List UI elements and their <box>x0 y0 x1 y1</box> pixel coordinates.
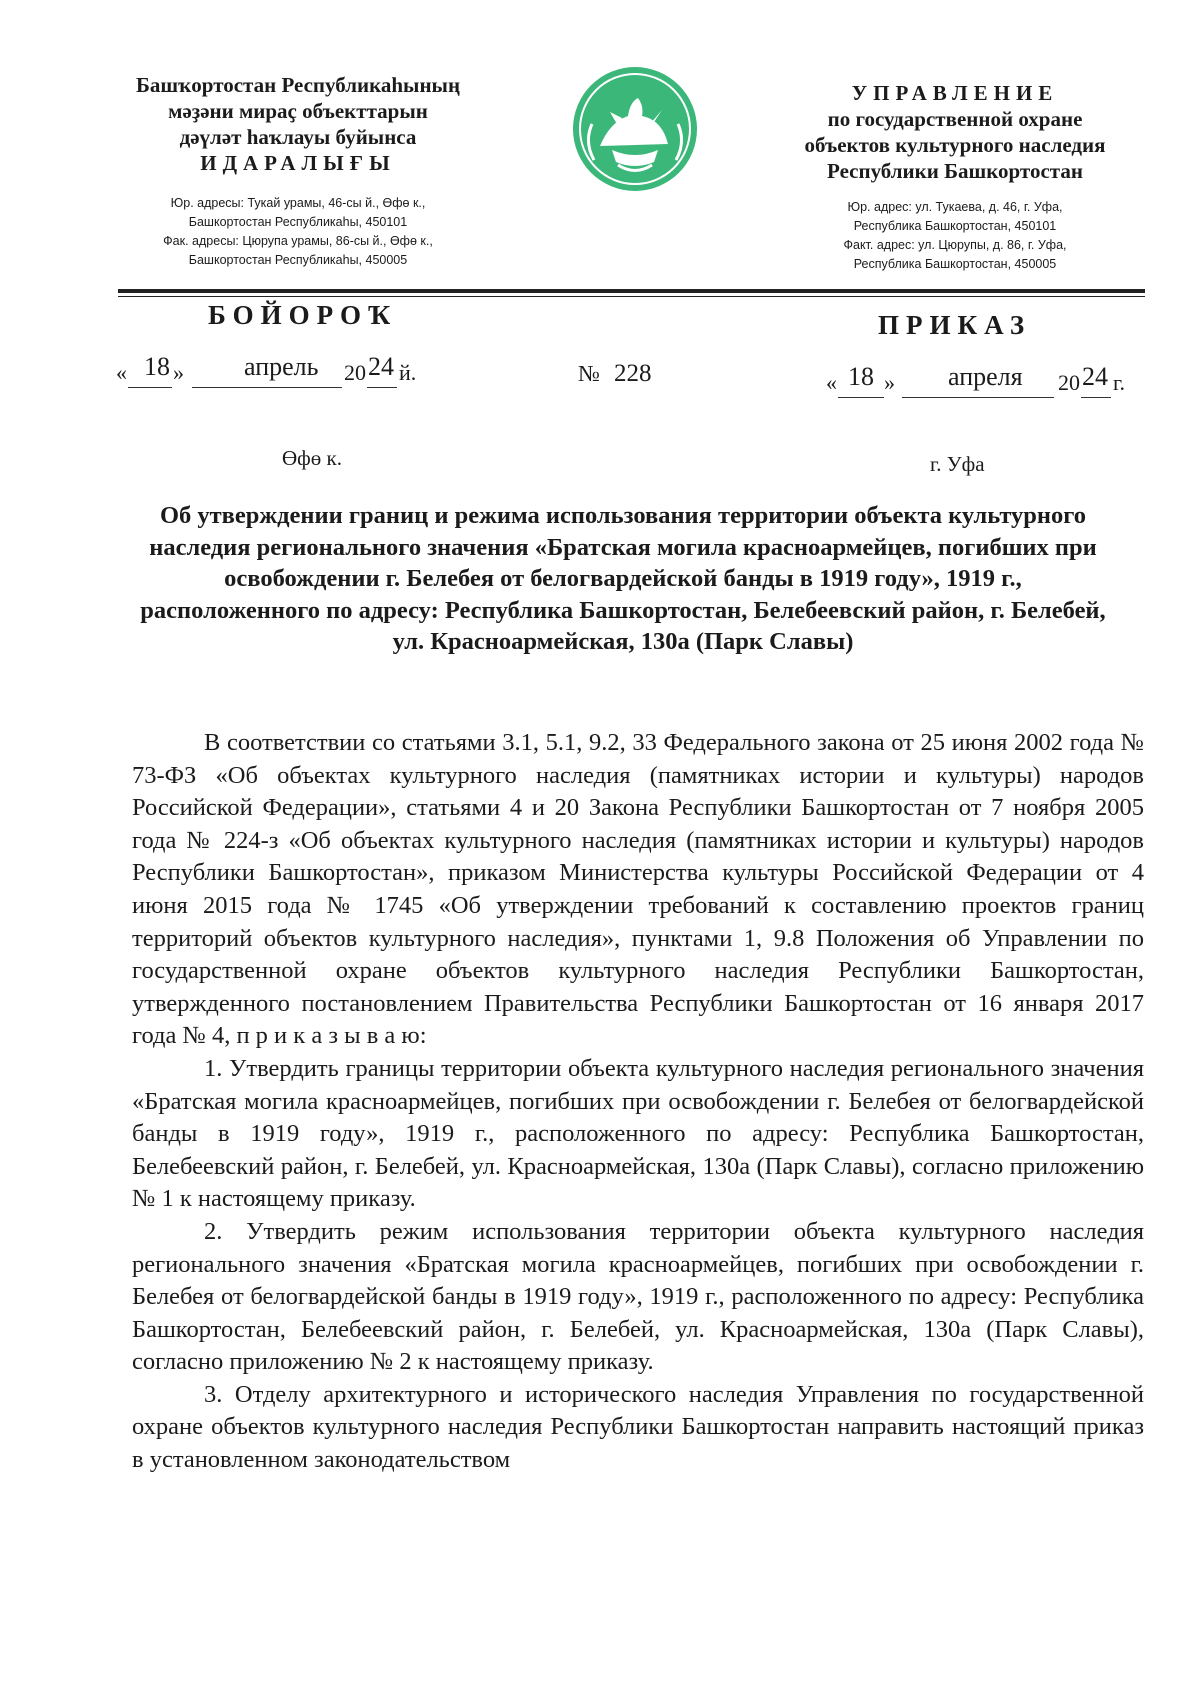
date-month: апреля <box>948 362 1023 391</box>
org-name-title: ИДАРАЛЫҒЫ <box>200 151 396 175</box>
number-sign: № <box>578 361 600 386</box>
doc-type-russian: ПРИКАЗ <box>878 310 1032 340</box>
header-divider <box>118 289 1145 293</box>
paragraph-preamble: В соответствии со статьями 3.1, 5.1, 9.2, 33 Федерального закона от 25 июня 2002 года № 73-ФЗ «Об объектах культурного наследия (памятниках истории и культуры) народов Российской Федерации», статьями 4 и 20 Закона Республики Башкортостан от 7 ноября 2005 года № 224-з «Об объектах культурного наследия (памятниках истории и культуры) народов Республики Башкортостан», приказом Министерства культуры Российской Федерации от 4 июня 2015 года № 1745 «Об утверждении требований к составлению проектов границ территорий объектов культурного наследия», пунктами 1, 9.8 Положения об Управлении по государственной охране объектов культурного наследия Республики Башкортостан, утвержденного постановлением Правительства Республики Башкортостан от 16 января 2017 года № 4, п р и к а з ы в а ю: <box>132 729 1144 1050</box>
city-russian: г. Уфа <box>930 452 985 476</box>
org-name-line: по государственной охране <box>827 107 1083 131</box>
paragraph-item-1: 1. Утвердить границы территории объекта культурного наследия регионального значения «Братская могила красноармейцев, погибших при освобождении г. Белебея от белогвардейской банды в 1919 году», 1919 г., расположенного по адресу: Республика Башкортостан, Белебеевский район, г. Белебей, ул. Красноармейская, 130а (Парк Славы), согласно приложению № 1 к настоящему приказу. <box>132 1054 1144 1213</box>
address-block <box>790 198 1120 274</box>
date-day: 18 <box>848 362 874 391</box>
month-underline <box>192 387 342 388</box>
org-name-line: объектов культурного наследия <box>804 133 1106 157</box>
org-name-line: дәүләт һаҡлауы буйынса <box>179 125 417 149</box>
quote-open: « <box>116 360 127 385</box>
date-day: 18 <box>144 352 170 381</box>
address-line: Башкортостан Республикаһы, 450005 <box>188 253 408 267</box>
year-underline <box>367 387 397 388</box>
year-unit: г. <box>1113 370 1126 395</box>
paragraph-item-2: 2. Утвердить режим использования территории объекта культурного наследия регионального значения «Братская могила красноармейцев, погибших при освобождении г. Белебея от белогвардейской банды в 1919 году», 1919 г., расположенного по адресу: Республика Башкортостан, Белебеевский район, г. Белебей, ул. Красноармейская, 130а (Парк Славы), согласно приложению № 2 к настоящему приказу. <box>132 1217 1144 1376</box>
year-underline <box>1081 397 1111 398</box>
order-body <box>132 727 1144 1477</box>
address-block <box>118 194 478 270</box>
address-line: Республика Башкортостан, 450005 <box>853 257 1057 271</box>
order-title: Об утверждении границ и режима использования территории объекта культурного наследия регионального значения «Братская могила красноармейцев, погибших при освобождении г. Белебея от белогвардейской банды в 1919 году», 1919 г., расположенного по адресу: Республика Башкортостан, Белебеевский район, г. Белебей, ул. Красноармейская, 130а (Парк Славы) <box>140 502 1106 655</box>
address-line: Фак. адресы: Цюрупа урамы, 86-сы й., Өфө к., <box>163 234 433 248</box>
address-line: Башкортостан Республикаһы, 450101 <box>188 215 408 229</box>
date-bashkir <box>116 352 446 390</box>
date-russian <box>826 362 1146 400</box>
quote-open: « <box>826 370 837 395</box>
year-prefix: 20 <box>344 360 366 385</box>
date-year: 24 <box>368 352 394 381</box>
address-line: Юр. адресы: Тукай урамы, 46-сы й., Өфө к., <box>170 196 426 210</box>
org-name-line: Башҡортостан Республикаһының <box>135 73 461 97</box>
date-year: 24 <box>1082 362 1108 391</box>
address-line: Юр. адрес: ул. Тукаева, д. 46, г. Уфа, <box>847 200 1063 214</box>
month-underline <box>902 397 1054 398</box>
city-bashkir: Өфө к. <box>282 446 342 470</box>
paragraph-item-3: 3. Отделу архитектурного и исторического наследия Управления по государственной охране объектов культурного наследия Республики Башкортостан направить настоящий приказ в установленном законодательством <box>132 1380 1144 1474</box>
day-underline <box>838 397 884 398</box>
letterhead-russian <box>790 80 1120 274</box>
order-number <box>578 360 651 388</box>
day-underline <box>128 387 172 388</box>
coat-of-arms-icon <box>570 64 700 194</box>
letterhead-bashkir <box>118 72 478 270</box>
quote-close: » <box>884 370 895 395</box>
year-unit: й. <box>399 360 417 385</box>
org-name-line: Республики Башкортостан <box>827 159 1083 183</box>
quote-close: » <box>173 360 184 385</box>
address-line: Республика Башкортостан, 450101 <box>853 219 1057 233</box>
org-name-line: мәҙәни мираҫ объекттарын <box>168 99 428 123</box>
address-line: Факт. адрес: ул. Цюрупы, д. 86, г. Уфа, <box>843 238 1067 252</box>
date-month: апрель <box>244 352 319 381</box>
org-name-title: УПРАВЛЕНИЕ <box>851 81 1059 105</box>
doc-type-bashkir: БОЙОРОҠ <box>208 300 398 330</box>
header-divider-thin <box>118 296 1145 297</box>
year-prefix: 20 <box>1058 370 1080 395</box>
number-value: 228 <box>613 360 652 387</box>
